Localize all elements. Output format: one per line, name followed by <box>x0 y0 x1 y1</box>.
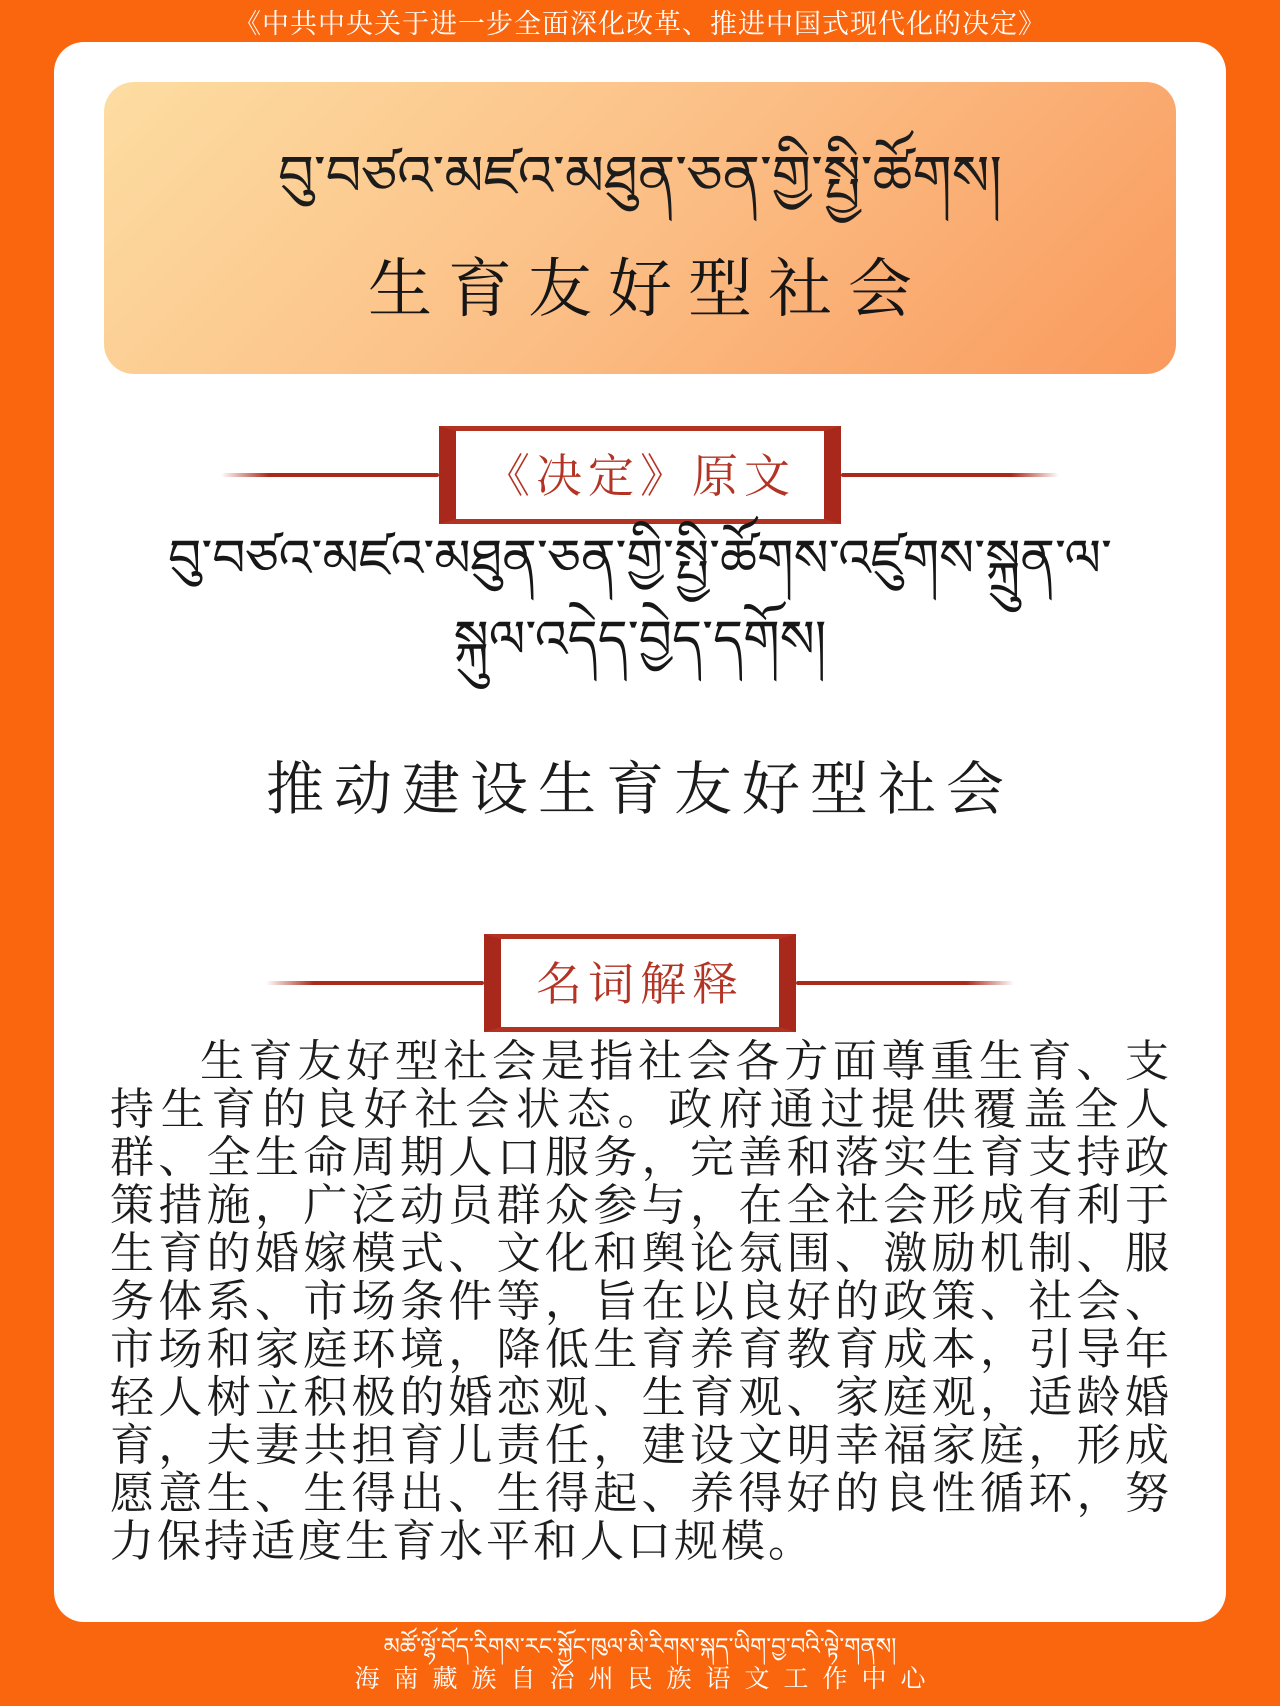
section-title-original-text: 《决定》原文 <box>484 451 796 502</box>
banner-line-left <box>266 981 484 985</box>
section-banner-glossary <box>54 934 1226 1032</box>
footer <box>0 1622 1280 1706</box>
banner-line-right <box>796 981 1014 985</box>
banner-box <box>484 934 796 1032</box>
top-strip <box>0 0 1280 42</box>
banner-box <box>439 426 841 524</box>
section-title-glossary: 名词解释 <box>536 959 744 1010</box>
title-card <box>104 82 1176 374</box>
banner-line-left <box>221 473 439 477</box>
footer-chinese-org-name: 海南藏族自治州民族语文工作中心 <box>354 1665 940 1693</box>
book-title: 《中共中央关于进一步全面深化改革、推进中国式现代化的决定》 <box>234 8 1046 39</box>
section-banner-original-text <box>54 426 1226 524</box>
tibetan-main-title: བུ་བཙའ་མཛའ་མཐུན་ཅན་གྱི་སྤྱི་ཚོགས། <box>278 146 1002 209</box>
glossary-paragraph: 生育友好型社会是指社会各方面尊重生育、支持生育的良好社会状态。政府通过提供覆盖全人群、全生命周期人口服务，完善和落实生育支持政策措施，广泛动员群众参与，在全社会形成有利于生育的婚嫁模式、文化和舆论氛围、激励机制、服务体系、市场条件等，旨在以良好的政策、社会、市场和家庭环境，降低生育养育教育成本，引导年轻人树立积极的婚恋观、生育观、家庭观，适龄婚育，夫妻共担育儿责任，建设文明幸福家庭，形成愿意生、生得出、生得起、养得好的良性循环，努力保持适度生育水平和人口规模。 <box>110 1037 1172 1566</box>
original-text-tibetan: བུ་བཙའ་མཛའ་མཐུན་ཅན་གྱི་སྤྱི་ཚོགས་འཛུགས་སྐྲུན་ལ་ སྐུལ་འདེད་བྱེད་དགོས། <box>168 531 1112 669</box>
content-panel <box>54 42 1226 1622</box>
chinese-main-title: 生育友好型社会 <box>368 253 928 325</box>
banner-line-right <box>841 473 1059 477</box>
footer-tibetan-org-name: མཚོ་ལྷོ་བོད་རིགས་རང་སྐྱོང་ཁུལ་མི་རིགས་སྐད་ཡིག་བྱ་བའི་ལྟེ་གནས། <box>383 1634 897 1660</box>
original-text-chinese: 推动建设生育友好型社会 <box>265 757 1014 822</box>
